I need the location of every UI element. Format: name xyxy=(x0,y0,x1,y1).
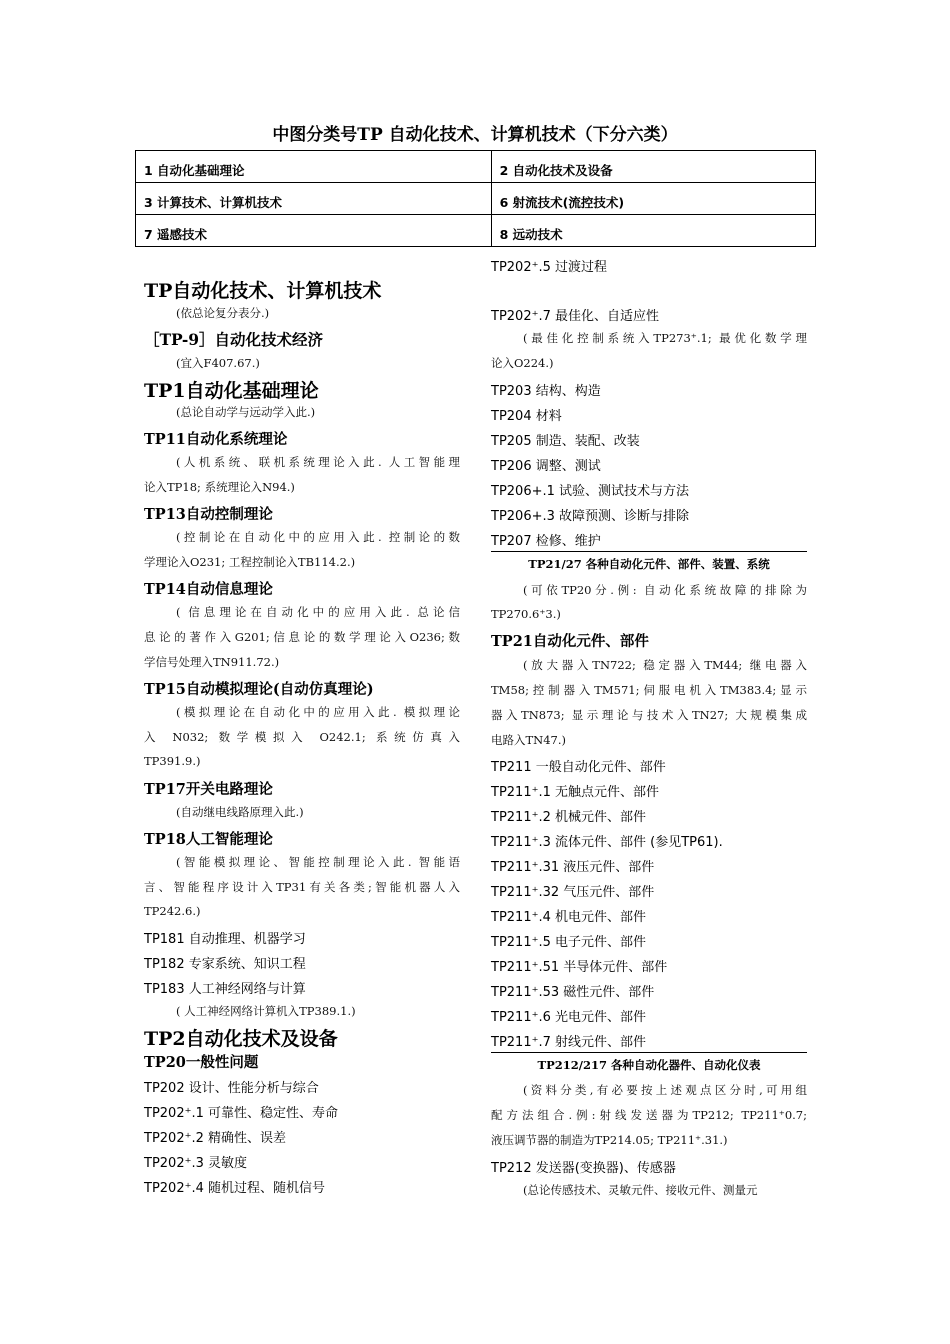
note-text: (放大器入TN722; 稳定器入TM44; 继电器入 xyxy=(523,658,807,672)
entry-line: TP211⁺.6 光电元件、部件 xyxy=(491,1010,646,1025)
subclass-heading: TP18人工智能理论 xyxy=(144,831,273,848)
entry-line: TP211⁺.5 电子元件、部件 xyxy=(491,935,646,950)
entry-line: TP202⁺.1 可靠性、稳定性、寿命 xyxy=(144,1106,338,1121)
note-text: (智能模拟理论、智能控制理论入此. 智能语 xyxy=(176,855,460,869)
note-text: (总论传感技术、灵敏元件、接收元件、测量元 xyxy=(523,1183,758,1197)
table-row xyxy=(136,183,816,215)
note-text: (依总论复分表分.) xyxy=(176,306,270,320)
subclass-heading: TP17开关电路理论 xyxy=(144,781,273,798)
subclass-heading: TP15自动模拟理论(自动仿真理论) xyxy=(144,681,374,698)
document-title: 中图分类号TP 自动化技术、计算机技术（下分六类） xyxy=(272,125,678,145)
entry-line: TP211⁺.53 磁性元件、部件 xyxy=(491,985,655,1000)
note-text: 学理论入O231; 工程控制论入TB114.2.) xyxy=(144,555,356,569)
note-text: 电路入TN47.) xyxy=(491,733,567,747)
entry-line: TP211⁺.51 半导体元件、部件 xyxy=(491,960,668,975)
entry-line: TP202⁺.4 随机过程、随机信号 xyxy=(144,1181,325,1196)
entry-line: TP206 调整、测试 xyxy=(491,459,601,474)
table-row xyxy=(136,151,816,183)
note-text: 配方法组合.例:射线发送器为TP212; TP211⁺0.7; xyxy=(491,1108,807,1122)
note-text: 论入O224.) xyxy=(491,356,554,370)
note-text: 言、智能程序设计入TP31有关各类;智能机器人入 xyxy=(144,880,460,894)
note-text: (总论自动学与远动学入此.) xyxy=(176,405,316,419)
entry-line: TP211 一般自动化元件、部件 xyxy=(491,760,666,775)
note-text: 息论的著作入G201;信息论的数学理论入O236;数 xyxy=(144,630,460,644)
note-text: (资料分类,有必要按上述观点区分时,可用组 xyxy=(523,1083,807,1097)
entry-line: TP183 人工神经网络与计算 xyxy=(144,982,306,997)
class-heading: TP2自动化技术及设备 xyxy=(144,1028,338,1050)
subclass-heading: TP11自动化系统理论 xyxy=(144,431,288,448)
note-text: 液压调节器的制造为TP214.05; TP211⁺.31.) xyxy=(491,1133,728,1147)
note-text: 入 N032; 数学模拟入 O242.1; 系统仿真入 xyxy=(144,730,460,744)
entry-line: TP211⁺.32 气压元件、部件 xyxy=(491,885,655,900)
note-text: TP242.6.) xyxy=(144,904,201,918)
entry-line: TP202⁺.5 过渡过程 xyxy=(491,260,607,275)
entry-line: TP205 制造、装配、改装 xyxy=(491,434,640,449)
note-text: (可依TP20分.例: 自动化系统故障的排除为 xyxy=(523,583,807,597)
entry-line: TP211⁺.2 机械元件、部件 xyxy=(491,810,646,825)
note-text: (最佳化控制系统入TP273⁺.1; 最优化数学理 xyxy=(523,331,807,345)
section-divider-heading: TP212/217 各种自动化器件、自动化仪表 xyxy=(491,1052,807,1073)
entry-line: TP211⁺.3 流体元件、部件 (参见TP61). xyxy=(491,835,723,850)
note-text: ( 人工神经网络计算机入TP389.1.) xyxy=(176,1004,356,1018)
note-text: (控制论在自动化中的应用入此. 控制论的数 xyxy=(176,530,460,544)
table-cell: 7 遥感技术 xyxy=(136,215,492,247)
note-text: 学信号处理入TN911.72.) xyxy=(144,655,280,669)
section-divider-heading: TP21/27 各种自动化元件、部件、装置、系统 xyxy=(491,551,807,572)
entry-line: TP202⁺.7 最佳化、自适应性 xyxy=(491,309,659,324)
entry-line: TP203 结构、构造 xyxy=(491,384,601,399)
entry-line: TP181 自动推理、机器学习 xyxy=(144,932,306,947)
table-cell: 6 射流技术(流控技术) xyxy=(491,183,815,215)
note-text: 论入TP18; 系统理论入N94.) xyxy=(144,480,295,494)
note-text: (自动继电线路原理入此.) xyxy=(176,805,304,819)
note-text: TP391.9.) xyxy=(144,754,201,768)
subclass-heading: TP13自动控制理论 xyxy=(144,506,273,523)
entry-line: TP202⁺.3 灵敏度 xyxy=(144,1156,247,1171)
entry-line: TP212 发送器(变换器)、传感器 xyxy=(491,1161,676,1176)
table-cell: 1 自动化基础理论 xyxy=(136,151,492,183)
class-heading: TP自动化技术、计算机技术 xyxy=(144,280,382,302)
entry-line: TP202 设计、性能分析与综合 xyxy=(144,1081,319,1096)
subclass-heading: TP20一般性问题 xyxy=(144,1054,259,1071)
entry-line: TP211⁺.1 无触点元件、部件 xyxy=(491,785,659,800)
table-row xyxy=(136,215,816,247)
entry-line: TP204 材料 xyxy=(491,409,562,424)
class-summary-table xyxy=(135,150,816,247)
entry-line: TP207 检修、维护 xyxy=(491,534,601,549)
note-text: TP270.6⁺3.) xyxy=(491,607,561,621)
table-cell: 2 自动化技术及设备 xyxy=(491,151,815,183)
entry-line: TP211⁺.7 射线元件、部件 xyxy=(491,1035,646,1050)
note-text: (宜入F407.67.) xyxy=(176,356,260,370)
entry-line: TP182 专家系统、知识工程 xyxy=(144,957,306,972)
entry-line: TP202⁺.2 精确性、误差 xyxy=(144,1131,286,1146)
subclass-heading: TP21自动化元件、部件 xyxy=(491,633,649,650)
entry-line: TP211⁺.4 机电元件、部件 xyxy=(491,910,646,925)
note-text: (人机系统、联机系统理论入此. 人工智能理 xyxy=(176,455,460,469)
table-cell: 8 远动技术 xyxy=(491,215,815,247)
table-cell: 3 计算技术、计算机技术 xyxy=(136,183,492,215)
subclass-heading: ［TP-9］自动化技术经济 xyxy=(144,330,324,349)
entry-line: TP206+.3 故障预测、诊断与排除 xyxy=(491,509,690,524)
entry-line: TP206+.1 试验、测试技术与方法 xyxy=(491,484,690,499)
subclass-heading: TP14自动信息理论 xyxy=(144,581,273,598)
note-text: ( 信息理论在自动化中的应用入此. 总论信 xyxy=(176,605,460,619)
note-text: 器入TN873; 显示理论与技术入TN27; 大规模集成 xyxy=(491,708,807,722)
entry-line: TP211⁺.31 液压元件、部件 xyxy=(491,860,655,875)
note-text: (模拟理论在自动化中的应用入此. 模拟理论 xyxy=(176,705,460,719)
class-heading: TP1自动化基础理论 xyxy=(144,380,319,402)
note-text: TM58;控制器入TM571;伺服电机入TM383.4;显示 xyxy=(491,683,807,697)
